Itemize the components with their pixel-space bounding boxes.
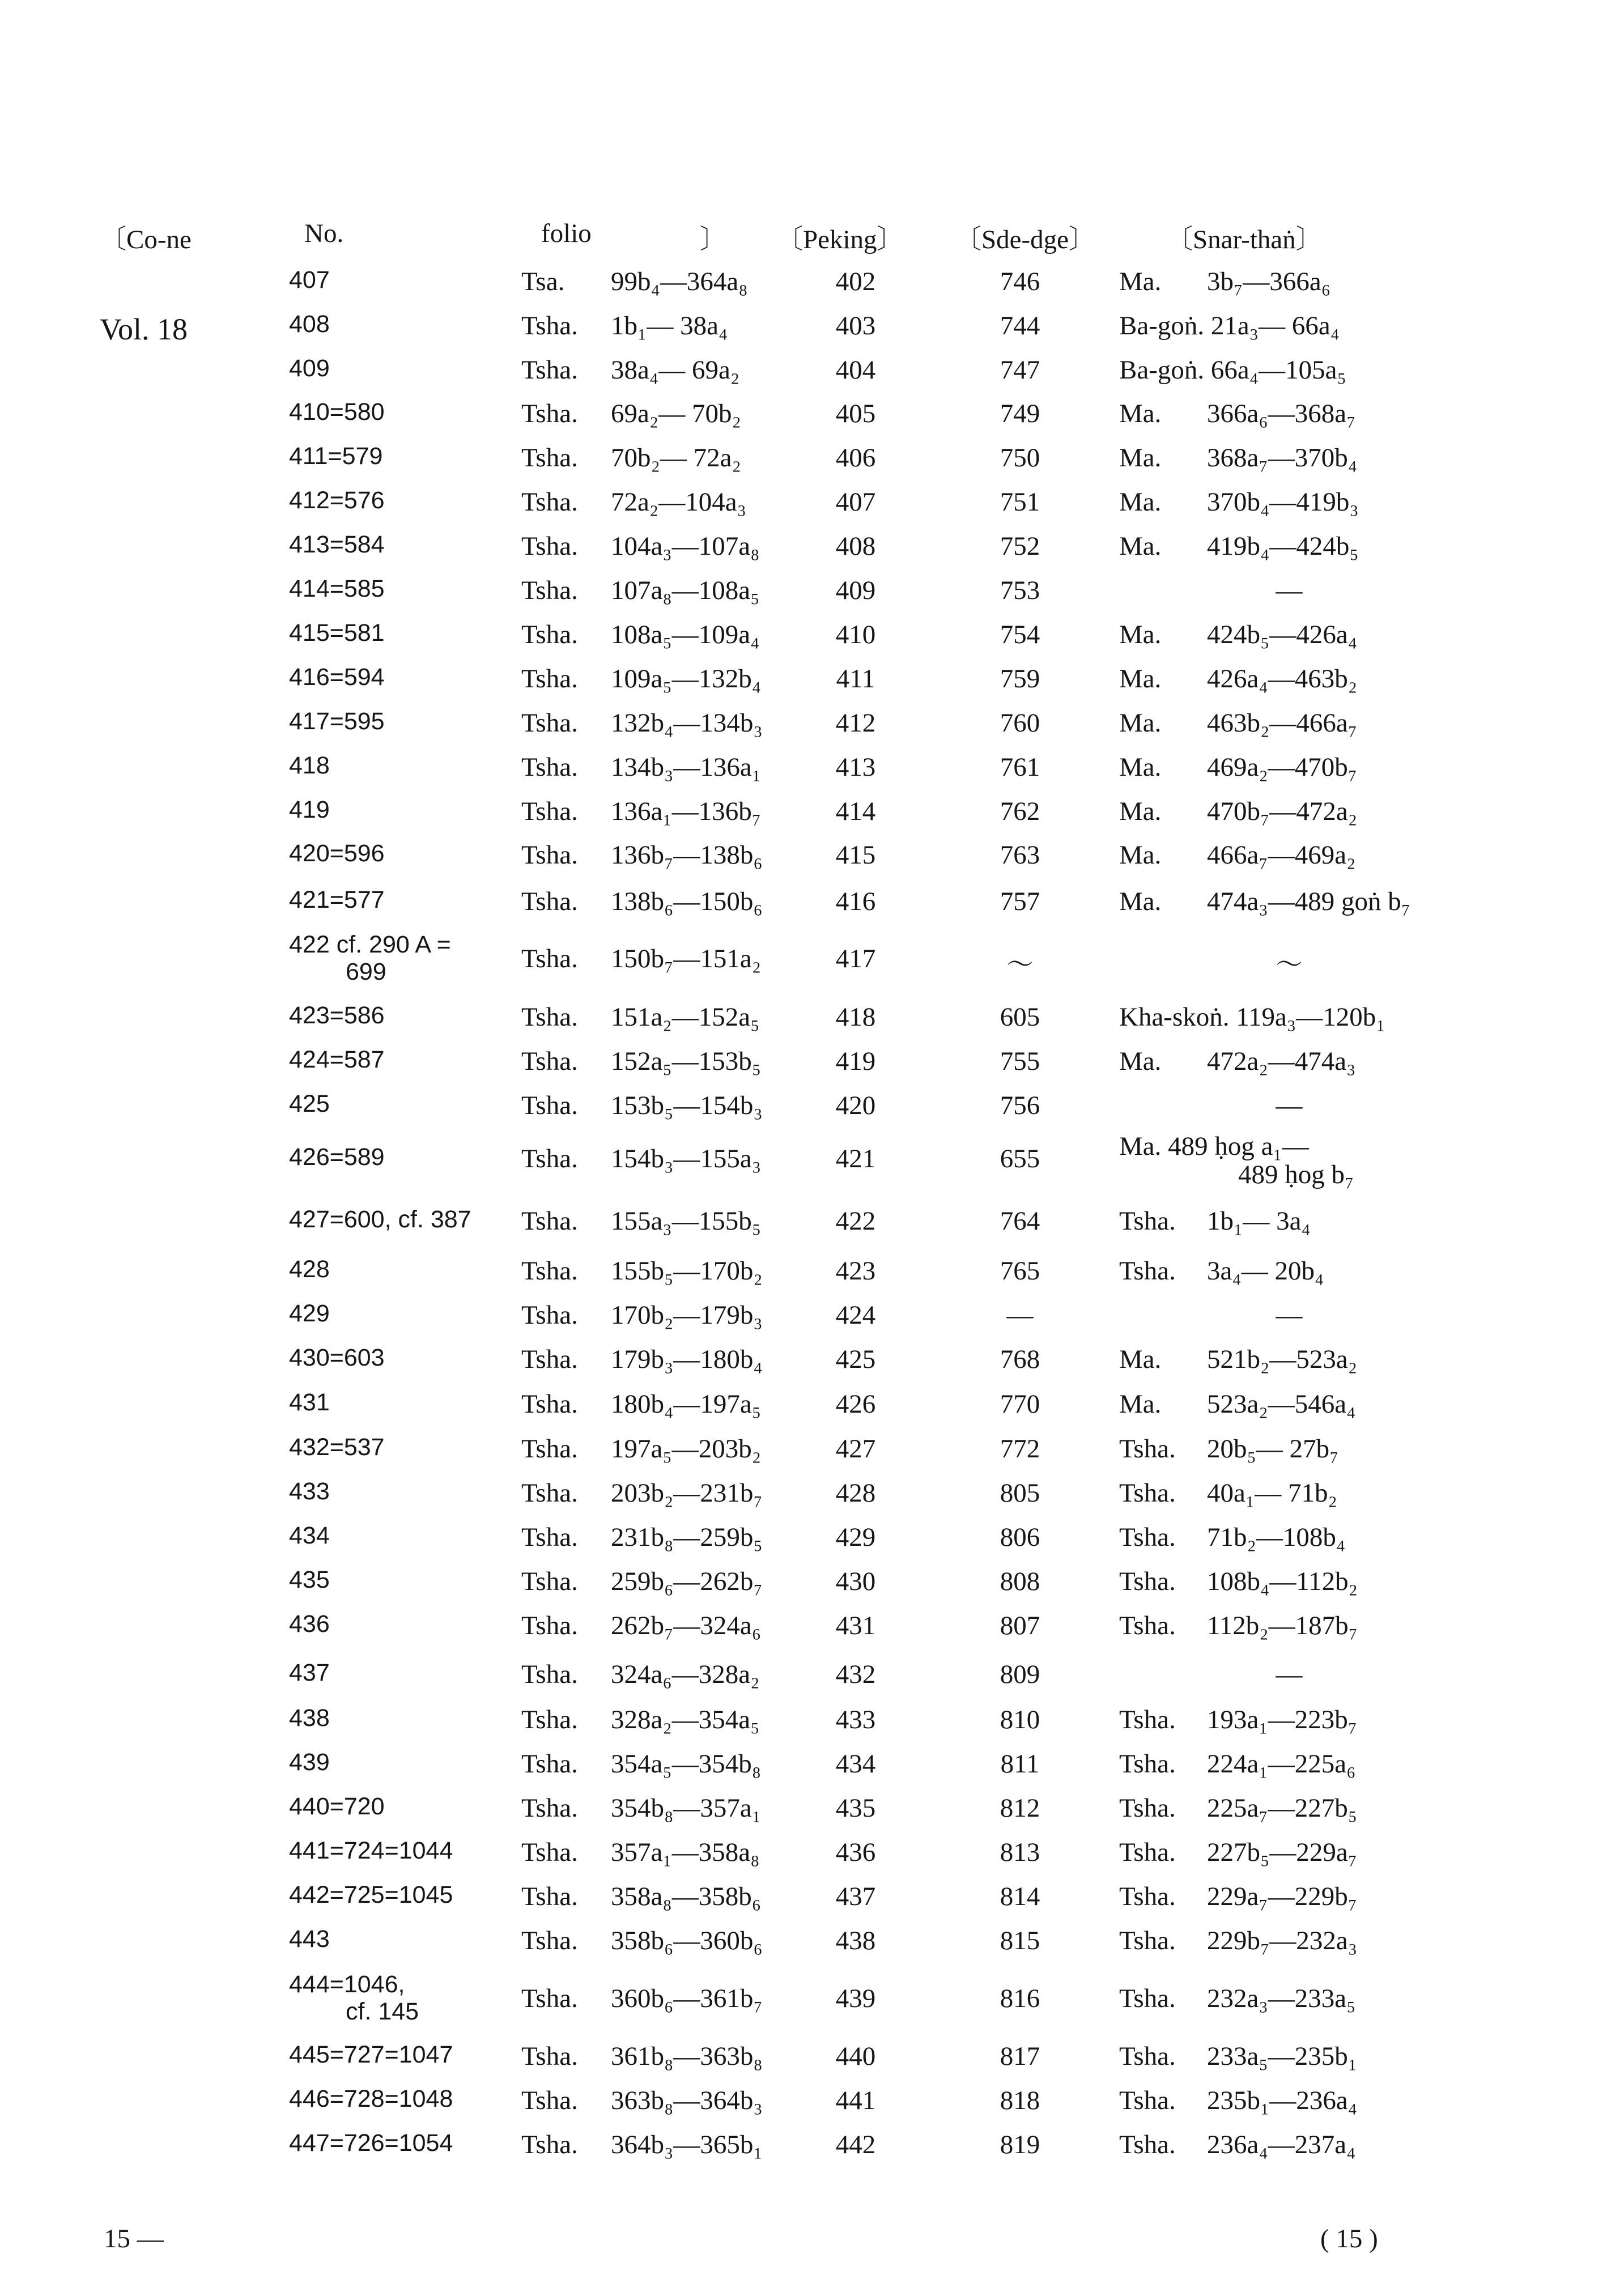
- row-peking: 439: [835, 1984, 876, 2013]
- row-no: 440=720: [289, 1793, 385, 1820]
- row-peking: 406: [835, 443, 876, 473]
- row-snar-than-volume: Tsha.: [1119, 1793, 1176, 1823]
- row-volume: Tsha.: [521, 1389, 578, 1419]
- row-snar-than-volume: Ma.: [1119, 664, 1162, 694]
- row-folio: 72a₂—104a₃: [611, 487, 746, 517]
- row-snar-than-folio: 366a₆—368a₇: [1207, 399, 1356, 428]
- row-sde-dge: 755: [1000, 1047, 1040, 1076]
- row-snar-than-folio: 235b₁—236a₄: [1207, 2086, 1358, 2115]
- row-volume: Tsha.: [521, 1793, 578, 1823]
- row-snar-than-folio: 472a₂—474a₃: [1207, 1047, 1356, 1076]
- row-peking: 423: [835, 1256, 876, 1286]
- row-peking: 405: [835, 399, 876, 428]
- row-sde-dge: ～: [1006, 950, 1034, 980]
- row-volume: Tsha.: [521, 1984, 578, 2013]
- row-snar-than-folio: 108b₄—112b₂: [1207, 1567, 1358, 1596]
- header-sde-dge: 〔Sde-dge〕: [955, 225, 1096, 254]
- row-snar-than-volume: Ma.: [1119, 267, 1162, 296]
- row-sde-dge: 746: [1000, 267, 1040, 296]
- row-snar-than-line2: 489 ḥog b₇: [1238, 1160, 1354, 1189]
- row-volume: Tsha.: [521, 887, 578, 916]
- row-peking: 425: [835, 1345, 876, 1374]
- row-folio: 358a₈—358b₆: [611, 1882, 762, 1911]
- row-sde-dge: 749: [1000, 399, 1040, 428]
- row-peking: 427: [835, 1434, 876, 1464]
- row-no: 433: [289, 1478, 330, 1505]
- row-snar-than-folio: 40a₁— 71b₂: [1207, 1478, 1337, 1508]
- row-peking: 421: [835, 1144, 876, 1173]
- row-folio: 138b₆—150b₆: [611, 887, 763, 916]
- row-snar-than-folio: 370b₄—419b₃: [1207, 487, 1359, 517]
- row-snar-than-folio: 463b₂—466a₇: [1207, 708, 1358, 738]
- row-no: 436: [289, 1610, 330, 1638]
- row-snar-than: Ba-goṅ. 21a₃— 66a₄: [1119, 311, 1340, 341]
- row-peking: 411: [836, 664, 875, 694]
- row-no: 438: [289, 1704, 330, 1732]
- row-folio: 360b₆—361b₇: [611, 1984, 763, 2013]
- row-peking: 410: [835, 620, 876, 649]
- row-snar-than-folio: 232a₃—233a₅: [1207, 1984, 1356, 2013]
- row-peking: 412: [835, 708, 876, 738]
- row-sde-dge: 772: [1000, 1434, 1040, 1464]
- row-peking: 442: [835, 2130, 876, 2159]
- row-no: 442=725=1045: [289, 1881, 453, 1908]
- row-snar-than-volume: Ma.: [1119, 532, 1162, 561]
- row-snar-than-folio: 224a₁—225a₆: [1207, 1749, 1356, 1779]
- row-snar-than-volume: Tsha.: [1119, 1567, 1176, 1596]
- row-snar-than-folio: 20b₅— 27b₇: [1207, 1434, 1339, 1464]
- row-volume: Tsha.: [521, 1838, 578, 1867]
- row-peking: 407: [835, 487, 876, 517]
- row-sde-dge: 759: [1000, 664, 1040, 694]
- row-sde-dge: 768: [1000, 1345, 1040, 1374]
- row-peking: 431: [835, 1611, 876, 1640]
- row-sde-dge: 757: [1000, 887, 1040, 916]
- row-no: 441=724=1044: [289, 1837, 453, 1864]
- row-snar-than-volume: Ma.: [1119, 708, 1162, 738]
- row-snar-than-volume: Tsha.: [1119, 1882, 1176, 1911]
- row-folio: 262b₇—324a₆: [611, 1611, 762, 1640]
- row-no: 410=580: [289, 398, 385, 426]
- row-sde-dge: 655: [1000, 1144, 1040, 1173]
- row-volume: Tsha.: [521, 1478, 578, 1508]
- row-volume: Tsha.: [521, 1256, 578, 1286]
- row-sde-dge: 752: [1000, 532, 1040, 561]
- row-folio: 358b₆—360b₆: [611, 1926, 763, 1955]
- row-no: 426=589: [289, 1143, 385, 1171]
- row-peking: 414: [835, 797, 876, 826]
- row-sde-dge: 770: [1000, 1389, 1040, 1419]
- header-no: No.: [304, 219, 344, 248]
- row-folio: 107a₈—108a₅: [611, 576, 760, 605]
- row-folio: 328a₂—354a₅: [611, 1705, 760, 1734]
- row-folio: 354a₅—354b₈: [611, 1749, 762, 1779]
- row-sde-dge: 816: [1000, 1984, 1040, 2013]
- row-snar-than-volume: Tsha.: [1119, 1926, 1176, 1955]
- row-volume: Tsha.: [521, 1047, 578, 1076]
- row-volume: Tsha.: [521, 1206, 578, 1236]
- row-sde-dge: 817: [1000, 2042, 1040, 2071]
- row-snar-than-volume: Tsha.: [1119, 1984, 1176, 2013]
- row-no: 414=585: [289, 575, 385, 602]
- row-folio: 203b₂—231b₇: [611, 1478, 763, 1508]
- row-volume: Tsha.: [521, 1705, 578, 1734]
- row-snar-than-volume: Ma.: [1119, 487, 1162, 517]
- row-volume: Tsha.: [521, 443, 578, 473]
- row-no: 411=579: [289, 443, 383, 470]
- row-sde-dge: 805: [1000, 1478, 1040, 1508]
- row-no: 437: [289, 1659, 330, 1686]
- row-no: 420=596: [289, 840, 385, 867]
- row-volume: Tsha.: [521, 1434, 578, 1464]
- row-folio: 364b₃—365b₁: [611, 2130, 763, 2159]
- row-snar-than-volume: Tsha.: [1119, 2130, 1176, 2159]
- footer-page-left: 15 —: [104, 2224, 164, 2254]
- row-volume: Tsha.: [521, 620, 578, 649]
- row-folio: 155b₅—170b₂: [611, 1256, 763, 1286]
- row-sde-dge: 756: [1000, 1091, 1040, 1120]
- row-folio: 357a₁—358a₈: [611, 1838, 760, 1867]
- row-snar-than-folio: 470b₇—472a₂: [1207, 797, 1358, 826]
- row-no-line2: cf. 145: [346, 1998, 419, 2025]
- row-folio: 70b₂— 72a₂: [611, 443, 741, 473]
- row-no: 427=600, cf. 387: [289, 1206, 471, 1233]
- row-volume: Tsha.: [521, 2086, 578, 2115]
- row-volume: Tsha.: [521, 708, 578, 738]
- row-no: 408: [289, 311, 330, 338]
- row-volume: Tsha.: [521, 752, 578, 782]
- row-sde-dge: 605: [1000, 1002, 1040, 1032]
- row-snar-than-folio: 1b₁— 3a₄: [1207, 1206, 1311, 1236]
- row-peking: 419: [835, 1047, 876, 1076]
- row-sde-dge: 809: [1000, 1660, 1040, 1689]
- row-volume: Tsha.: [521, 2130, 578, 2159]
- row-snar-than-folio: 227b₅—229a₇: [1207, 1838, 1358, 1867]
- row-snar-than-folio: 229b₇—232a₃: [1207, 1926, 1358, 1955]
- row-folio: 104a₃—107a₈: [611, 532, 760, 561]
- row-volume: Tsha.: [521, 1567, 578, 1596]
- row-snar-than-empty: —: [1276, 576, 1303, 605]
- header-folio-bracket: 〕: [700, 225, 726, 254]
- row-sde-dge: —: [1006, 1300, 1034, 1330]
- row-snar-than-empty: —: [1276, 1300, 1303, 1330]
- row-no: 443: [289, 1925, 330, 1953]
- row-sde-dge: 762: [1000, 797, 1040, 826]
- row-sde-dge: 812: [1000, 1793, 1040, 1823]
- row-snar-than-folio: 229a₇—229b₇: [1207, 1882, 1358, 1911]
- row-peking: 428: [835, 1478, 876, 1508]
- row-sde-dge: 744: [1000, 311, 1040, 341]
- row-snar-than: Kha-skoṅ. 119a₃—120b₁: [1119, 1002, 1385, 1032]
- row-volume: Tsha.: [521, 944, 578, 973]
- row-no: [289, 1971, 419, 2025]
- row-folio: 180b₄—197a₅: [611, 1389, 762, 1419]
- row-volume: Tsha.: [521, 576, 578, 605]
- row-snar-than-volume: Tsha.: [1119, 2086, 1176, 2115]
- row-sde-dge: 815: [1000, 1926, 1040, 1955]
- row-peking: 420: [835, 1091, 876, 1120]
- row-snar-than-folio: 469a₂—470b₇: [1207, 752, 1358, 782]
- row-volume: Tsha.: [521, 399, 578, 428]
- row-volume: Tsha.: [521, 1926, 578, 1955]
- row-peking: 404: [835, 355, 876, 385]
- row-snar-than-volume: Ma.: [1119, 752, 1162, 782]
- row-peking: 408: [835, 532, 876, 561]
- row-peking: 403: [835, 311, 876, 341]
- row-folio: 108a₅—109a₄: [611, 620, 760, 649]
- row-snar-than-folio: 424b₅—426a₄: [1207, 620, 1358, 649]
- row-volume: Tsha.: [521, 2042, 578, 2071]
- row-sde-dge: 808: [1000, 1567, 1040, 1596]
- row-snar-than-volume: Ma.: [1119, 443, 1162, 473]
- row-no: 417=595: [289, 708, 385, 735]
- row-snar-than-empty: ～: [1276, 950, 1303, 980]
- row-snar-than-folio: 71b₂—108b₄: [1207, 1523, 1346, 1552]
- row-peking: 436: [835, 1838, 876, 1867]
- row-volume: Tsha.: [521, 1523, 578, 1552]
- row-snar-than-volume: Tsha.: [1119, 1206, 1176, 1236]
- row-sde-dge: 806: [1000, 1523, 1040, 1552]
- row-peking: 402: [835, 267, 876, 296]
- row-snar-than-volume: Ma.: [1119, 1047, 1162, 1076]
- row-peking: 418: [835, 1002, 876, 1032]
- row-sde-dge: 764: [1000, 1206, 1040, 1236]
- row-volume: Tsa.: [521, 267, 565, 296]
- row-snar-than-volume: Tsha.: [1119, 1705, 1176, 1734]
- row-folio: 179b₃—180b₄: [611, 1345, 763, 1374]
- row-snar-than-volume: Tsha.: [1119, 1478, 1176, 1508]
- row-snar-than-volume: Tsha.: [1119, 1523, 1176, 1552]
- row-snar-than-volume: Ma.: [1119, 399, 1162, 428]
- row-volume: Tsha.: [521, 1091, 578, 1120]
- row-peking: 433: [835, 1705, 876, 1734]
- row-no-line1: 444=1046,: [289, 1971, 405, 1998]
- row-snar-than-folio: 466a₇—469a₂: [1207, 840, 1356, 870]
- row-peking: 441: [835, 2086, 876, 2115]
- row-folio: 155a₃—155b₅: [611, 1206, 762, 1236]
- row-folio: 361b₈—363b₈: [611, 2042, 763, 2071]
- row-peking: 438: [835, 1926, 876, 1955]
- header-peking: 〔Peking〕: [776, 225, 904, 254]
- row-folio: 363b₈—364b₃: [611, 2086, 763, 2115]
- row-sde-dge: 810: [1000, 1705, 1040, 1734]
- row-snar-than-folio: 426a₄—463b₂: [1207, 664, 1358, 694]
- row-no: 434: [289, 1522, 330, 1549]
- row-volume: Tsha.: [521, 355, 578, 385]
- row-volume: Tsha.: [521, 1749, 578, 1779]
- row-snar-than-folio: 368a₇—370b₄: [1207, 443, 1358, 473]
- row-folio: 150b₇—151a₂: [611, 944, 762, 973]
- row-snar-than-folio: 233a₅—235b₁: [1207, 2042, 1358, 2071]
- row-peking: 424: [835, 1300, 876, 1330]
- row-volume: Tsha.: [521, 840, 578, 870]
- row-peking: 429: [835, 1523, 876, 1552]
- row-snar-than-folio: 474a₃—489 goṅ b₇: [1207, 887, 1411, 916]
- footer-page-right: ( 15 ): [1320, 2224, 1378, 2254]
- row-folio: 259b₆—262b₇: [611, 1567, 763, 1596]
- row-sde-dge: 807: [1000, 1611, 1040, 1640]
- row-sde-dge: 813: [1000, 1838, 1040, 1867]
- row-sde-dge: 819: [1000, 2130, 1040, 2159]
- row-volume: Tsha.: [521, 1144, 578, 1173]
- row-sde-dge: 763: [1000, 840, 1040, 870]
- row-folio: 69a₂— 70b₂: [611, 399, 741, 428]
- row-volume: Tsha.: [521, 1345, 578, 1374]
- row-folio: 99b₄—364a₈: [611, 267, 748, 296]
- row-folio: 151a₂—152a₅: [611, 1002, 760, 1032]
- row-snar-than-line1: Ma. 489 ḥog a₁—: [1119, 1132, 1309, 1161]
- row-volume: Tsha.: [521, 1882, 578, 1911]
- row-no: 412=576: [289, 487, 385, 514]
- row-no: 413=584: [289, 531, 385, 558]
- row-sde-dge: 765: [1000, 1256, 1040, 1286]
- row-no: 421=577: [289, 886, 385, 913]
- row-snar-than-folio: 225a₇—227b₅: [1207, 1793, 1358, 1823]
- row-no: 418: [289, 752, 330, 779]
- row-peking: 416: [835, 887, 876, 916]
- row-snar-than-folio: 419b₄—424b₅: [1207, 532, 1359, 561]
- row-no: 430=603: [289, 1344, 385, 1371]
- row-peking: 435: [835, 1793, 876, 1823]
- row-peking: 434: [835, 1749, 876, 1779]
- row-snar-than-folio: 3a₄— 20b₄: [1207, 1256, 1324, 1286]
- row-folio: 1b₁— 38a₄: [611, 311, 728, 341]
- row-folio: 231b₈—259b₅: [611, 1523, 763, 1552]
- row-sde-dge: 814: [1000, 1882, 1040, 1911]
- row-peking: 409: [835, 576, 876, 605]
- row-snar-than-folio: 236a₄—237a₄: [1207, 2130, 1356, 2159]
- row-snar-than-volume: Tsha.: [1119, 1611, 1176, 1640]
- row-folio: 134b₃—136a₁: [611, 752, 762, 782]
- row-no: 423=586: [289, 1002, 385, 1029]
- row-snar-than: Ba-goṅ. 66a₄—105a₅: [1119, 355, 1346, 385]
- row-folio: 109a₅—132b₄: [611, 664, 762, 694]
- row-no: 416=594: [289, 664, 385, 691]
- row-no: 425: [289, 1090, 330, 1117]
- row-no: 415=581: [289, 619, 385, 647]
- row-folio: 152a₅—153b₅: [611, 1047, 762, 1076]
- row-volume: Tsha.: [521, 1660, 578, 1689]
- row-folio: 354b₈—357a₁: [611, 1793, 762, 1823]
- row-snar-than-volume: Tsha.: [1119, 1749, 1176, 1779]
- row-folio: 170b₂—179b₃: [611, 1300, 763, 1330]
- row-snar-than-volume: Tsha.: [1119, 1838, 1176, 1867]
- row-no: 424=587: [289, 1046, 385, 1073]
- row-no: 409: [289, 355, 330, 382]
- row-volume: Tsha.: [521, 487, 578, 517]
- row-peking: 440: [835, 2042, 876, 2071]
- row-peking: 422: [835, 1206, 876, 1236]
- row-no: 407: [289, 266, 330, 294]
- row-no: 446=728=1048: [289, 2085, 453, 2112]
- row-snar-than-volume: Tsha.: [1119, 1434, 1176, 1464]
- row-folio: 136a₁—136b₇: [611, 797, 762, 826]
- row-peking: 426: [835, 1389, 876, 1419]
- row-sde-dge: 754: [1000, 620, 1040, 649]
- row-volume: Tsha.: [521, 311, 578, 341]
- row-snar-than-folio: 3b₇—366a₆: [1207, 267, 1331, 296]
- row-no: 439: [289, 1749, 330, 1776]
- row-sde-dge: 753: [1000, 576, 1040, 605]
- row-sde-dge: 747: [1000, 355, 1040, 385]
- row-peking: 430: [835, 1567, 876, 1596]
- row-folio: 38a₄— 69a₂: [611, 355, 740, 385]
- row-folio: 197a₅—203b₂: [611, 1434, 762, 1464]
- row-folio: 324a₆—328a₂: [611, 1660, 760, 1689]
- header-snar-than: 〔Snar-thaṅ〕: [1166, 225, 1323, 254]
- row-folio: 136b₇—138b₆: [611, 840, 763, 870]
- row-volume: Tsha.: [521, 1611, 578, 1640]
- row-no: 432=537: [289, 1434, 385, 1461]
- row-snar-than: [1119, 1131, 1354, 1188]
- row-sde-dge: 760: [1000, 708, 1040, 738]
- row-folio: 132b₄—134b₃: [611, 708, 763, 738]
- row-no: [289, 931, 451, 985]
- row-snar-than-volume: Ma.: [1119, 797, 1162, 826]
- row-no: 435: [289, 1566, 330, 1593]
- row-snar-than-empty: —: [1276, 1091, 1303, 1120]
- row-snar-than-volume: Ma.: [1119, 840, 1162, 870]
- row-snar-than-folio: 112b₂—187b₇: [1207, 1611, 1358, 1640]
- row-volume: Tsha.: [521, 532, 578, 561]
- row-no-line1: 422 cf. 290 A =: [289, 931, 451, 958]
- volume-label: Vol. 18: [100, 312, 188, 346]
- row-no: 431: [289, 1389, 330, 1416]
- header-co-ne: 〔Co-ne: [100, 225, 192, 254]
- row-snar-than-volume: Tsha.: [1119, 1256, 1176, 1286]
- row-snar-than-volume: Ma.: [1119, 887, 1162, 916]
- row-folio: 154b₃—155a₃: [611, 1144, 762, 1173]
- row-no: 429: [289, 1300, 330, 1327]
- row-volume: Tsha.: [521, 1300, 578, 1330]
- row-peking: 437: [835, 1882, 876, 1911]
- row-no: 447=726=1054: [289, 2129, 453, 2157]
- row-no: 428: [289, 1256, 330, 1283]
- row-no: 419: [289, 796, 330, 823]
- row-volume: Tsha.: [521, 1002, 578, 1032]
- row-no: 445=727=1047: [289, 2041, 453, 2068]
- row-peking: 417: [835, 944, 876, 973]
- row-snar-than-volume: Ma.: [1119, 620, 1162, 649]
- row-volume: Tsha.: [521, 797, 578, 826]
- row-folio: 153b₅—154b₃: [611, 1091, 763, 1120]
- row-volume: Tsha.: [521, 664, 578, 694]
- row-snar-than-folio: 521b₂—523a₂: [1207, 1345, 1358, 1374]
- row-sde-dge: 818: [1000, 2086, 1040, 2115]
- row-sde-dge: 751: [1000, 487, 1040, 517]
- row-snar-than-folio: 193a₁—223b₇: [1207, 1705, 1358, 1734]
- row-sde-dge: 750: [1000, 443, 1040, 473]
- row-snar-than-folio: 523a₂—546a₄: [1207, 1389, 1356, 1419]
- row-snar-than-empty: —: [1276, 1660, 1303, 1689]
- row-no-line2: 699: [346, 958, 386, 985]
- row-peking: 432: [835, 1660, 876, 1689]
- row-sde-dge: 811: [1000, 1749, 1040, 1779]
- row-snar-than-volume: Ma.: [1119, 1345, 1162, 1374]
- row-peking: 415: [835, 840, 876, 870]
- row-peking: 413: [835, 752, 876, 782]
- row-sde-dge: 761: [1000, 752, 1040, 782]
- row-snar-than-volume: Ma.: [1119, 1389, 1162, 1419]
- header-folio: folio: [541, 219, 592, 248]
- row-snar-than-volume: Tsha.: [1119, 2042, 1176, 2071]
